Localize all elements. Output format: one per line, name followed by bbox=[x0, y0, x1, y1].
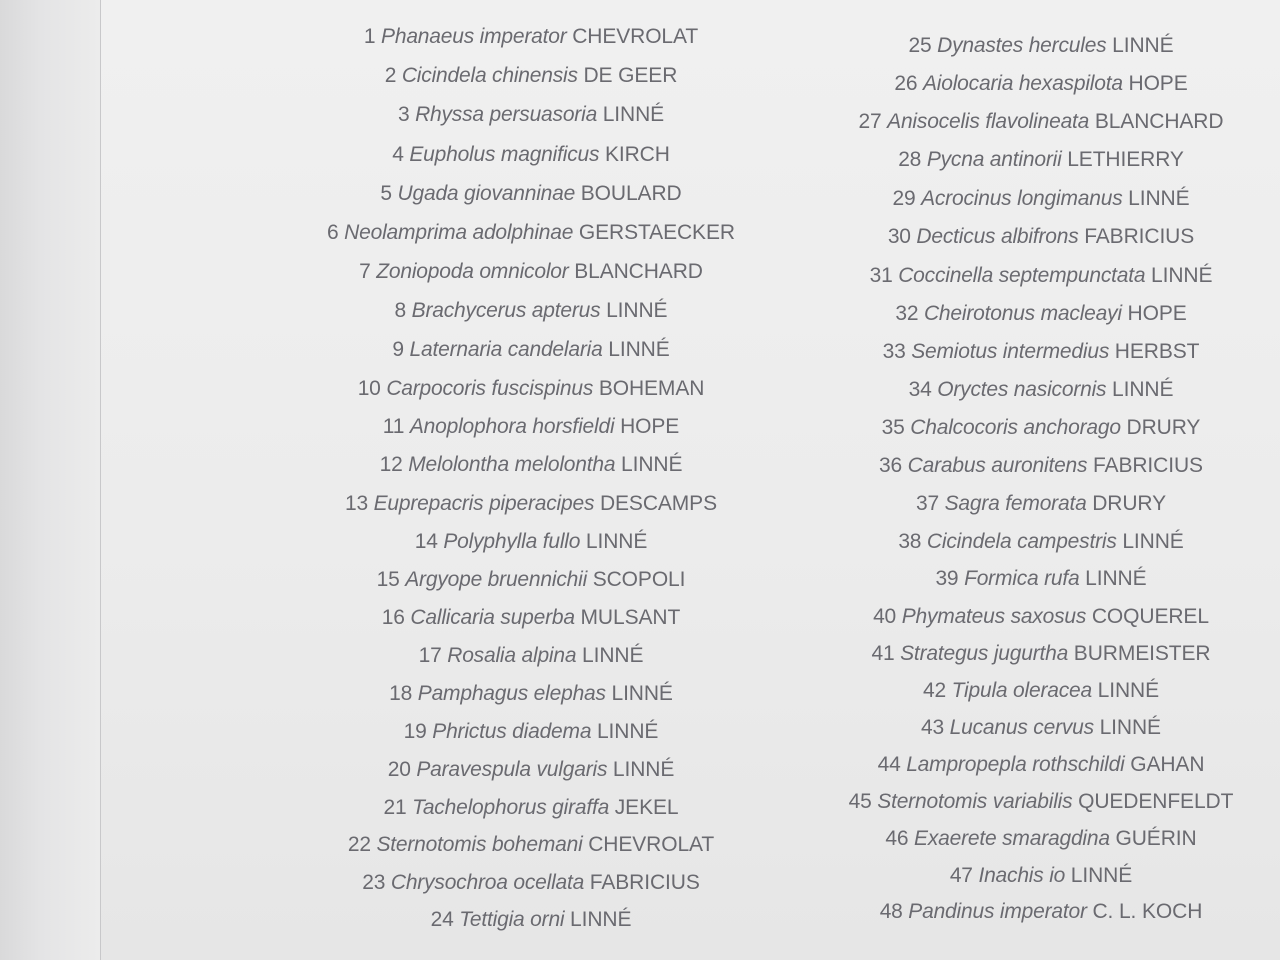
species-entry bbox=[326, 489, 736, 519]
species-entry bbox=[836, 861, 1246, 891]
entry-number: 45 bbox=[848, 790, 872, 813]
species-author: LINNÉ bbox=[611, 682, 673, 705]
species-author: LINNÉ bbox=[608, 338, 670, 361]
species-author: LINNÉ bbox=[1097, 679, 1159, 702]
species-name: Exaerete smaragdina bbox=[914, 827, 1110, 850]
species-author: GERSTAECKER bbox=[578, 221, 735, 244]
species-entry bbox=[836, 69, 1246, 99]
species-entry bbox=[326, 412, 736, 442]
entry-number: 42 bbox=[922, 679, 946, 702]
species-name: Sternotomis bohemani bbox=[376, 833, 583, 856]
species-author: LINNÉ bbox=[1070, 864, 1133, 887]
species-entry bbox=[326, 374, 736, 404]
species-name: Laternaria candelaria bbox=[409, 338, 603, 361]
entry-number: 15 bbox=[376, 568, 400, 591]
species-name: Semiotus intermedius bbox=[911, 340, 1110, 363]
species-name: Callicaria superba bbox=[410, 606, 575, 629]
species-name: Inachis io bbox=[978, 864, 1066, 887]
species-entry bbox=[836, 413, 1246, 443]
species-entry bbox=[836, 527, 1246, 557]
species-author: FABRICIUS bbox=[1084, 225, 1195, 248]
species-name: Decticus albifrons bbox=[916, 225, 1079, 248]
species-author: BURMEISTER bbox=[1073, 642, 1211, 665]
entry-number: 7 bbox=[359, 260, 371, 283]
species-author: QUEDENFELDT bbox=[1078, 790, 1234, 813]
species-author: JEKEL bbox=[614, 796, 679, 819]
entry-number: 38 bbox=[898, 530, 922, 553]
entry-number: 20 bbox=[387, 758, 411, 781]
species-entry bbox=[326, 868, 736, 898]
species-name: Lucanus cervus bbox=[949, 716, 1094, 739]
species-author: DESCAMPS bbox=[599, 492, 717, 515]
species-author: LINNÉ bbox=[570, 908, 632, 931]
species-name: Phanaeus imperator bbox=[381, 25, 567, 48]
species-name: Coccinella septempunctata bbox=[898, 264, 1146, 287]
species-author: BOHEMAN bbox=[598, 377, 705, 400]
species-entry bbox=[326, 296, 736, 326]
species-name: Acrocinus longimanus bbox=[921, 187, 1123, 210]
species-author: LINNÉ bbox=[1151, 264, 1213, 287]
species-name: Ugada giovanninae bbox=[397, 182, 576, 205]
species-author: LETHIERRY bbox=[1067, 148, 1184, 171]
entry-number: 27 bbox=[858, 110, 882, 133]
book-page bbox=[101, 0, 1280, 960]
entry-number: 39 bbox=[935, 567, 959, 590]
species-name: Sternotomis variabilis bbox=[877, 790, 1073, 813]
species-author: LINNÉ bbox=[1085, 567, 1147, 590]
entry-number: 6 bbox=[327, 221, 339, 244]
entry-number: 33 bbox=[882, 340, 906, 363]
species-name: Anisocelis flavolineata bbox=[887, 110, 1090, 133]
species-entry bbox=[326, 140, 736, 170]
species-entry bbox=[326, 100, 736, 130]
species-name: Cheirotonus macleayi bbox=[923, 302, 1122, 325]
species-entry bbox=[836, 639, 1246, 669]
entry-number: 47 bbox=[949, 864, 973, 887]
species-name: Lampropepla rothschildi bbox=[906, 753, 1125, 776]
species-entry bbox=[326, 905, 736, 935]
species-author: CHEVROLAT bbox=[572, 25, 699, 48]
species-entry bbox=[836, 31, 1246, 61]
species-entry bbox=[326, 755, 736, 785]
entry-number: 28 bbox=[898, 148, 922, 171]
species-author: DRURY bbox=[1092, 492, 1166, 515]
species-author: CHEVROLAT bbox=[588, 833, 715, 856]
entry-number: 13 bbox=[344, 492, 368, 515]
species-entry bbox=[326, 22, 736, 52]
entry-number: 22 bbox=[347, 833, 371, 856]
species-author: LINNÉ bbox=[1112, 378, 1174, 401]
species-author: KIRCH bbox=[604, 143, 670, 166]
species-entry bbox=[836, 145, 1246, 175]
species-entry bbox=[836, 713, 1246, 743]
entry-number: 2 bbox=[384, 64, 397, 87]
species-entry bbox=[836, 564, 1246, 594]
species-name: Chalcocoris anchorago bbox=[910, 416, 1121, 439]
entry-number: 44 bbox=[877, 753, 901, 776]
species-name: Pamphagus elephas bbox=[417, 682, 606, 705]
entry-number: 4 bbox=[392, 143, 404, 166]
species-name: Sagra femorata bbox=[944, 492, 1087, 515]
species-entry bbox=[326, 257, 736, 287]
species-name: Aiolocaria hexaspilota bbox=[922, 72, 1123, 95]
species-author: LINNÉ bbox=[606, 299, 668, 322]
entry-number: 40 bbox=[873, 605, 897, 628]
species-name: Pycna antinorii bbox=[926, 148, 1062, 171]
species-name: Formica rufa bbox=[964, 567, 1080, 590]
species-name: Polyphylla fullo bbox=[443, 530, 581, 553]
species-author: LINNÉ bbox=[602, 103, 665, 126]
species-name: Phymateus saxosus bbox=[901, 605, 1087, 628]
species-author: LINNÉ bbox=[582, 644, 644, 667]
species-author: LINNÉ bbox=[1122, 530, 1184, 553]
entry-number: 10 bbox=[357, 377, 381, 400]
entry-number: 14 bbox=[414, 530, 438, 553]
species-name: Rosalia alpina bbox=[447, 644, 577, 667]
entry-number: 1 bbox=[363, 25, 376, 48]
entry-number: 16 bbox=[381, 606, 405, 629]
species-name: Phrictus diadema bbox=[432, 720, 592, 743]
species-author: HERBST bbox=[1114, 340, 1200, 363]
species-name: Rhyssa persuasoria bbox=[415, 103, 598, 126]
entry-number: 23 bbox=[362, 871, 386, 894]
species-entry bbox=[326, 61, 736, 91]
species-author: HOPE bbox=[620, 415, 680, 438]
species-name: Tipula oleracea bbox=[951, 679, 1092, 702]
species-entry bbox=[326, 218, 736, 248]
species-author: BOULARD bbox=[580, 182, 682, 205]
book-gutter bbox=[0, 0, 100, 960]
entry-number: 34 bbox=[908, 378, 932, 401]
species-author: MULSANT bbox=[580, 606, 681, 629]
species-author: LINNÉ bbox=[596, 720, 659, 743]
species-entry bbox=[836, 184, 1246, 214]
species-author: FABRICIUS bbox=[589, 871, 700, 894]
entry-number: 31 bbox=[869, 264, 893, 287]
species-author: C. L. KOCH bbox=[1092, 900, 1203, 923]
species-entry bbox=[836, 107, 1246, 137]
entry-number: 12 bbox=[379, 453, 403, 476]
species-name: Argyope bruennichii bbox=[405, 568, 588, 591]
species-name: Zoniopoda omnicolor bbox=[376, 260, 569, 283]
entry-number: 48 bbox=[879, 900, 903, 923]
entry-number: 43 bbox=[921, 716, 945, 739]
species-name: Neolamprima adolphinae bbox=[344, 221, 574, 244]
entry-number: 37 bbox=[916, 492, 939, 515]
entry-number: 19 bbox=[403, 720, 427, 743]
entry-number: 25 bbox=[908, 34, 932, 57]
species-author: FABRICIUS bbox=[1092, 454, 1203, 477]
species-entry bbox=[836, 222, 1246, 252]
species-entry bbox=[326, 603, 736, 633]
species-author: DE GEER bbox=[583, 64, 678, 87]
entry-number: 30 bbox=[887, 225, 911, 248]
entry-number: 3 bbox=[397, 103, 410, 126]
entry-number: 46 bbox=[885, 827, 909, 850]
entry-number: 36 bbox=[879, 454, 903, 477]
species-entry bbox=[836, 489, 1246, 519]
species-name: Anoplophora horsfieldi bbox=[409, 415, 615, 438]
entry-number: 29 bbox=[892, 187, 916, 210]
entry-number: 8 bbox=[394, 299, 407, 322]
species-entry bbox=[836, 602, 1246, 632]
entry-number: 17 bbox=[418, 644, 442, 667]
species-entry bbox=[326, 527, 736, 557]
species-author: LINNÉ bbox=[1099, 716, 1161, 739]
species-author: LINNÉ bbox=[1112, 34, 1174, 57]
species-author: LINNÉ bbox=[612, 758, 675, 781]
species-entry bbox=[326, 565, 736, 595]
species-name: Cicindela chinensis bbox=[401, 64, 578, 87]
species-entry bbox=[326, 335, 736, 365]
species-name: Brachycerus apterus bbox=[411, 299, 601, 322]
species-author: BLANCHARD bbox=[574, 260, 703, 283]
species-entry bbox=[836, 787, 1246, 817]
entry-number: 24 bbox=[430, 908, 454, 931]
entry-number: 11 bbox=[382, 415, 405, 438]
species-entry bbox=[836, 750, 1246, 780]
species-name: Dynastes hercules bbox=[937, 34, 1107, 57]
species-entry bbox=[326, 793, 736, 823]
species-entry bbox=[836, 897, 1246, 927]
species-author: LINNÉ bbox=[621, 453, 683, 476]
species-entry bbox=[326, 641, 736, 671]
species-name: Melolontha melolontha bbox=[408, 453, 616, 476]
species-entry bbox=[836, 337, 1246, 367]
species-author: DRURY bbox=[1126, 416, 1201, 439]
species-name: Paravespula vulgaris bbox=[416, 758, 608, 781]
entry-number: 5 bbox=[380, 182, 392, 205]
species-name: Carabus auronitens bbox=[907, 454, 1088, 477]
species-entry bbox=[836, 375, 1246, 405]
species-author: BLANCHARD bbox=[1094, 110, 1224, 133]
species-entry bbox=[836, 676, 1246, 706]
species-name: Eupholus magnificus bbox=[409, 143, 600, 166]
species-entry bbox=[836, 299, 1246, 329]
species-entry bbox=[326, 717, 736, 747]
entry-number: 41 bbox=[871, 642, 895, 665]
species-author: COQUEREL bbox=[1091, 605, 1209, 628]
species-name: Oryctes nasicornis bbox=[937, 378, 1107, 401]
species-name: Tettigia orni bbox=[459, 908, 565, 931]
species-entry bbox=[326, 450, 736, 480]
species-author: GAHAN bbox=[1130, 753, 1205, 776]
species-author: HOPE bbox=[1128, 72, 1188, 95]
species-entry bbox=[836, 824, 1246, 854]
entry-number: 32 bbox=[895, 302, 919, 325]
species-entry bbox=[326, 679, 736, 709]
species-author: LINNÉ bbox=[585, 530, 648, 553]
species-author: LINNÉ bbox=[1128, 187, 1190, 210]
species-name: Strategus jugurtha bbox=[900, 642, 1069, 665]
entry-number: 26 bbox=[894, 72, 918, 95]
entry-number: 21 bbox=[383, 796, 407, 819]
species-name: Pandinus imperator bbox=[908, 900, 1087, 923]
species-name: Tachelophorus giraffa bbox=[412, 796, 610, 819]
entry-number: 35 bbox=[881, 416, 905, 439]
species-name: Euprepacris piperacipes bbox=[373, 492, 595, 515]
entry-number: 18 bbox=[389, 682, 413, 705]
species-name: Chrysochroa ocellata bbox=[390, 871, 585, 894]
species-author: SCOPOLI bbox=[592, 568, 686, 591]
entry-number: 9 bbox=[392, 338, 404, 361]
species-entry bbox=[836, 261, 1246, 291]
species-entry bbox=[836, 451, 1246, 481]
species-entry bbox=[326, 830, 736, 860]
species-author: GUÉRIN bbox=[1115, 827, 1197, 850]
species-name: Cicindela campestris bbox=[926, 530, 1117, 553]
species-author: HOPE bbox=[1127, 302, 1187, 325]
species-entry bbox=[326, 179, 736, 209]
species-name: Carpocoris fuscispinus bbox=[386, 377, 594, 400]
